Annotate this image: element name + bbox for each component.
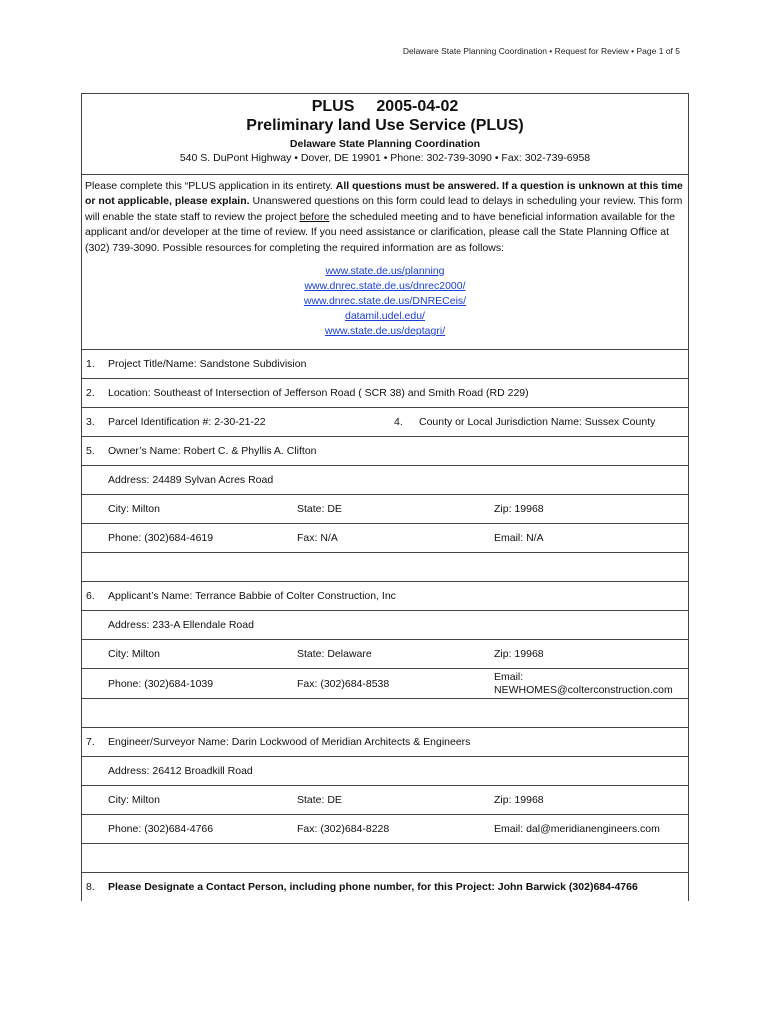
link-deptagri[interactable]: www.state.de.us/deptagri/ <box>324 325 446 338</box>
item-number: 4. <box>394 416 403 429</box>
applicant-fax: Fax: (302)684-8538 <box>297 677 390 690</box>
jurisdiction: County or Local Jurisdiction Name: Sussex County <box>419 416 656 429</box>
item-number: 8. <box>86 881 95 894</box>
applicant-email-label: Email: <box>494 670 524 683</box>
agency-name: Delaware State Planning Coordination <box>289 138 481 150</box>
instructions-text-1: Please complete this “PLUS application in its entirety. <box>85 180 336 192</box>
applicant-city: City: Milton <box>108 648 160 661</box>
row-owner-city <box>82 494 688 523</box>
parcel-id: Parcel Identification #: 2-30-21-22 <box>108 416 266 429</box>
item-number: 5. <box>86 445 95 458</box>
owner-name: Owner’s Name: Robert C. & Phyllis A. Clifton <box>108 445 317 458</box>
instructions-text-3: the scheduled meeting and to have beneficial information available for the applicant and/or developer at the time of review. If you need assistance or clarification, please call the State Planning Office at (302) 739-3090. Possible resources for completing the required information are as follows: <box>85 210 675 254</box>
engineer-city: City: Milton <box>108 794 160 807</box>
link-dnreceis[interactable]: www.dnrec.state.de.us/DNRECeis/ <box>303 295 467 308</box>
applicant-email <box>494 671 673 697</box>
applicant-state: State: Delaware <box>297 648 372 661</box>
row-parcel-jurisdiction <box>82 407 688 436</box>
applicant-address: Address: 233-A Ellendale Road <box>108 619 254 632</box>
link-planning[interactable]: www.state.de.us/planning <box>325 265 445 278</box>
engineer-state: State: DE <box>297 794 342 807</box>
applicant-name: Applicant’s Name: Terrance Babbie of Colter Construction, Inc <box>108 590 396 603</box>
instructions-bold: All questions must be answered. If a question is unknown at this time or not applicable, please explain. <box>85 180 683 208</box>
instructions-text-2: Unanswered questions on this form could lead to delays in scheduling your review. This form will enable the state staff to review the project <box>85 195 683 223</box>
item-number: 3. <box>86 416 95 429</box>
row-location <box>82 378 688 407</box>
item-number: 6. <box>86 590 95 603</box>
owner-phone: Phone: (302)684-4619 <box>108 532 214 545</box>
owner-address: Address: 24489 Sylvan Acres Road <box>108 474 274 487</box>
engineer-phone: Phone: (302)684-4766 <box>108 823 214 836</box>
contact-person: Please Designate a Contact Person, including phone number, for this Project: John Barwick (302)684-4766 <box>108 881 638 894</box>
item-number: 7. <box>86 736 95 749</box>
link-dnrec2000[interactable]: www.dnrec.state.de.us/dnrec2000/ <box>304 280 466 293</box>
row-spacer <box>82 552 688 581</box>
row-owner-phone <box>82 523 688 552</box>
engineer-zip: Zip: 19968 <box>494 793 544 806</box>
owner-zip: Zip: 19968 <box>494 502 544 515</box>
plus-label: PLUS <box>311 98 355 115</box>
row-spacer <box>82 698 688 727</box>
engineer-fax: Fax: (302)684-8228 <box>297 823 390 836</box>
doc-title: Preliminary land Use Service (PLUS) <box>246 117 524 134</box>
engineer-email: Email: dal@meridianengineers.com <box>494 822 660 835</box>
engineer-name: Engineer/Surveyor Name: Darin Lockwood of Meridian Architects & Engineers <box>108 736 471 749</box>
row-applicant-city <box>82 639 688 668</box>
row-engineer-phone <box>82 814 688 843</box>
owner-state: State: DE <box>297 503 342 516</box>
row-engineer-name <box>82 727 688 756</box>
plus-application-form <box>81 93 689 901</box>
owner-city: City: Milton <box>108 503 160 516</box>
location: Location: Southeast of Intersection of Jefferson Road ( SCR 38) and Smith Road (RD 229) <box>108 387 529 400</box>
row-owner-name <box>82 436 688 465</box>
applicant-phone: Phone: (302)684-1039 <box>108 677 214 690</box>
title-block <box>82 94 688 166</box>
instructions-underline: before <box>299 210 330 223</box>
project-title: Project Title/Name: Sandstone Subdivision <box>108 358 307 371</box>
agency-address: 540 S. DuPont Highway • Dover, DE 19901 • Phone: 302-739-3090 • Fax: 302-739-6958 <box>179 152 591 164</box>
running-header: Delaware State Planning Coordination • Request for Review • Page 1 of 5 <box>402 46 680 56</box>
item-number: 1. <box>86 358 95 371</box>
row-project-title <box>82 349 688 378</box>
link-datamil[interactable]: datamil.udel.edu/ <box>345 310 425 323</box>
resource-links <box>85 264 685 349</box>
row-applicant-phone <box>82 668 688 698</box>
row-spacer <box>82 843 688 872</box>
applicant-zip: Zip: 19968 <box>494 647 544 660</box>
applicant-email-value: NEWHOMES@colterconstruction.com <box>494 683 673 696</box>
owner-email: Email: N/A <box>494 531 544 544</box>
doc-title-line <box>82 97 688 116</box>
row-engineer-city <box>82 785 688 814</box>
plus-date: 2005-04-02 <box>376 98 459 115</box>
row-engineer-address <box>82 756 688 785</box>
row-owner-address <box>82 465 688 494</box>
row-applicant-address <box>82 610 688 639</box>
row-contact-person <box>82 872 688 901</box>
owner-fax: Fax: N/A <box>297 532 338 545</box>
row-applicant-name <box>82 581 688 610</box>
item-number: 2. <box>86 387 95 400</box>
instructions <box>82 174 688 349</box>
engineer-address: Address: 26412 Broadkill Road <box>108 765 253 778</box>
